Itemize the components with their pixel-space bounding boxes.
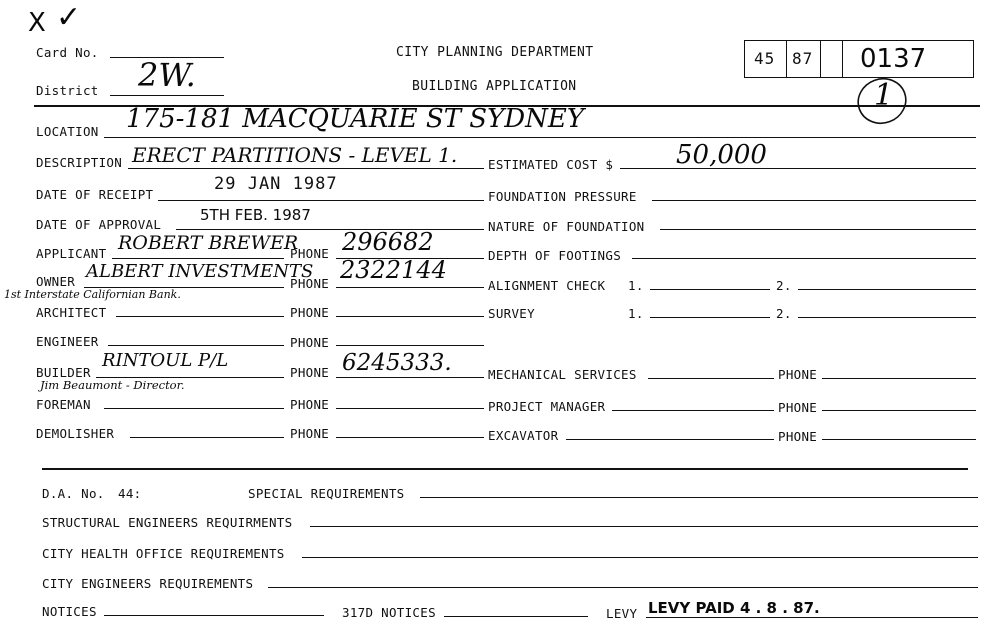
structural-requirements-label: STRUCTURAL ENGINEERS REQUIRMENTS — [42, 515, 293, 530]
depth-footings-line — [632, 258, 976, 259]
application-title: BUILDING APPLICATION — [412, 79, 577, 94]
circled-number: 1 — [874, 78, 894, 113]
levy-value: LEVY PAID 4 . 8 . 87. — [648, 599, 820, 617]
owner-note: 1st Interstate Californian Bank. — [4, 288, 181, 301]
da-label: D.A. No. — [42, 486, 105, 501]
x-mark: X — [28, 8, 46, 38]
date-receipt-line — [158, 200, 484, 201]
ref-divider-1 — [786, 41, 787, 77]
demolisher-phone-line — [336, 437, 484, 438]
ref-divider-3 — [842, 41, 843, 77]
demolisher-line — [130, 437, 284, 438]
nature-foundation-label: NATURE OF FOUNDATION — [488, 219, 645, 234]
tick-mark: ✓ — [56, 0, 82, 35]
district-label: District — [36, 83, 99, 98]
card-no-label: Card No. — [36, 45, 99, 60]
applicant-label: APPLICANT — [36, 246, 107, 261]
foundation-pressure-label: FOUNDATION PRESSURE — [488, 189, 637, 204]
survey-1: 1. — [628, 306, 644, 321]
applicant-line — [112, 258, 284, 259]
health-requirements-line — [302, 557, 978, 558]
mechanical-phone-label: PHONE — [778, 367, 818, 382]
notices-317d-label: 317D NOTICES — [342, 605, 436, 620]
ref-number-c: 0137 — [860, 44, 927, 74]
date-approval-label: DATE OF APPROVAL — [36, 217, 162, 232]
health-requirements-label: CITY HEALTH OFFICE REQUIREMENTS — [42, 546, 285, 561]
department-title: CITY PLANNING DEPARTMENT — [396, 45, 594, 60]
mechanical-label: MECHANICAL SERVICES — [488, 367, 637, 382]
date-receipt-value: 29 JAN 1987 — [214, 174, 338, 194]
alignment-check-2: 2. — [776, 278, 792, 293]
architect-line — [116, 316, 284, 317]
date-receipt-label: DATE OF RECEIPT — [36, 187, 154, 202]
foreman-phone-label: PHONE — [290, 397, 330, 412]
project-manager-line — [612, 410, 774, 411]
description-value: ERECT PARTITIONS - LEVEL 1. — [132, 143, 458, 167]
project-manager-phone-label: PHONE — [778, 400, 818, 415]
engineer-label: ENGINEER — [36, 334, 99, 349]
engineers-requirements-line — [268, 587, 978, 588]
ref-divider-2 — [820, 41, 821, 77]
demolisher-phone-label: PHONE — [290, 426, 330, 441]
survey-line-2 — [798, 317, 976, 318]
excavator-line — [566, 439, 774, 440]
survey-line-1 — [650, 317, 770, 318]
owner-phone-label: PHONE — [290, 276, 330, 291]
engineer-line — [108, 345, 284, 346]
foreman-line — [104, 408, 284, 409]
applicant-value: ROBERT BREWER — [118, 232, 299, 254]
demolisher-label: DEMOLISHER — [36, 426, 115, 441]
location-value: 175-181 MACQUARIE ST SYDNEY — [126, 104, 585, 134]
requirements-divider — [42, 468, 968, 470]
location-line — [104, 137, 976, 138]
applicant-phone-value: 296682 — [342, 228, 434, 256]
survey-2: 2. — [776, 306, 792, 321]
builder-phone-label: PHONE — [290, 365, 330, 380]
owner-phone-value: 2322144 — [340, 256, 447, 284]
alignment-check-line-1 — [650, 289, 770, 290]
date-approval-line — [176, 229, 484, 230]
builder-label: BUILDER — [36, 365, 91, 380]
description-label: DESCRIPTION — [36, 155, 123, 170]
district-value: 2W. — [138, 56, 196, 94]
foreman-phone-line — [336, 408, 484, 409]
foreman-label: FOREMAN — [36, 397, 91, 412]
alignment-check-label: ALIGNMENT CHECK — [488, 278, 606, 293]
excavator-phone-label: PHONE — [778, 429, 818, 444]
alignment-check-1: 1. — [628, 278, 644, 293]
ref-number-a: 45 — [754, 49, 776, 68]
builder-phone-line — [336, 377, 484, 378]
estimated-cost-line — [620, 168, 976, 169]
architect-phone-label: PHONE — [290, 305, 330, 320]
engineer-phone-line — [336, 345, 484, 346]
nature-foundation-line — [660, 229, 976, 230]
architect-phone-line — [336, 316, 484, 317]
excavator-label: EXCAVATOR — [488, 428, 559, 443]
project-manager-label: PROJECT MANAGER — [488, 399, 606, 414]
engineers-requirements-label: CITY ENGINEERS REQUIREMENTS — [42, 576, 254, 591]
district-line — [110, 95, 224, 96]
estimated-cost-value: 50,000 — [676, 140, 767, 170]
levy-line — [646, 617, 978, 618]
mechanical-phone-line — [822, 378, 976, 379]
date-approval-value: 5TH FEB. 1987 — [200, 206, 311, 224]
owner-value: ALBERT INVESTMENTS — [86, 261, 314, 282]
depth-footings-label: DEPTH OF FOOTINGS — [488, 248, 622, 263]
notices-label: NOTICES — [42, 604, 97, 619]
foundation-pressure-line — [652, 200, 976, 201]
special-requirements-label: SPECIAL REQUIREMENTS — [248, 486, 405, 501]
excavator-phone-line — [822, 439, 976, 440]
architect-label: ARCHITECT — [36, 305, 107, 320]
estimated-cost-label: ESTIMATED COST $ — [488, 157, 614, 172]
builder-note: Jim Beaumont - Director. — [40, 378, 185, 392]
builder-value: RINTOUL P/L — [102, 350, 229, 371]
survey-label: SURVEY — [488, 306, 535, 321]
builder-phone-value: 6245333. — [342, 350, 452, 376]
special-requirements-line — [420, 497, 978, 498]
notices-317d-line — [444, 616, 588, 617]
ref-number-b: 87 — [792, 49, 814, 68]
levy-label: LEVY — [606, 606, 638, 621]
engineer-phone-label: PHONE — [290, 335, 330, 350]
owner-phone-line — [336, 287, 484, 288]
location-label: LOCATION — [36, 124, 99, 139]
alignment-check-line-2 — [798, 289, 976, 290]
owner-label: OWNER — [36, 274, 76, 289]
notices-line — [104, 615, 324, 616]
applicant-phone-label: PHONE — [290, 246, 330, 261]
mechanical-line — [648, 378, 774, 379]
da-value: 44: — [118, 486, 142, 501]
description-line — [128, 168, 484, 169]
project-manager-phone-line — [822, 410, 976, 411]
structural-requirements-line — [310, 526, 978, 527]
